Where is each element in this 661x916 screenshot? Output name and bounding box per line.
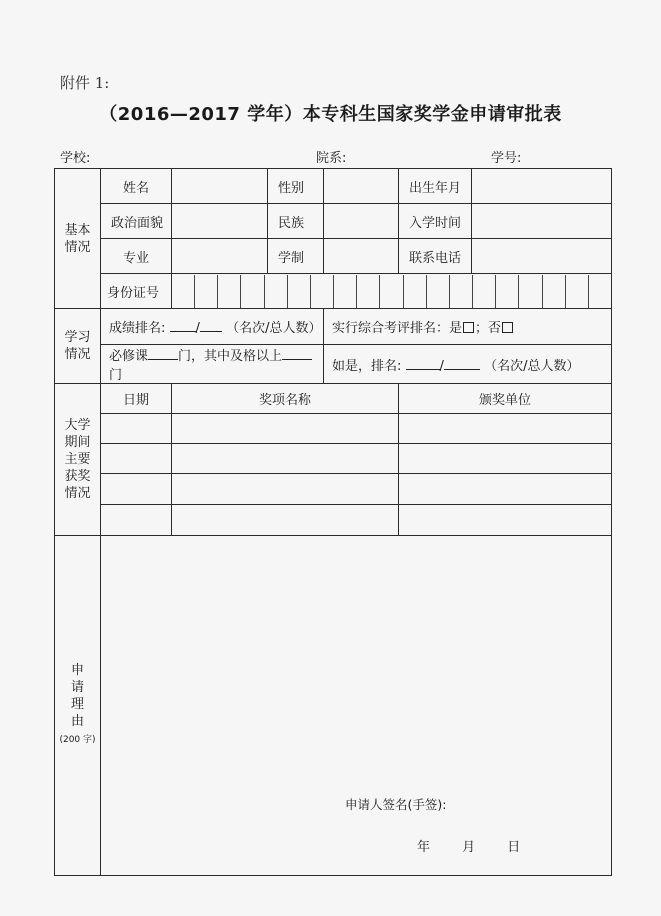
award-name-cell[interactable] [172, 444, 399, 474]
ethnicity-label: 民族 [268, 204, 324, 239]
birth-label: 出生年月 [399, 169, 472, 204]
comp-rank-unit: （名次/总人数） [484, 358, 580, 374]
ethnicity-field[interactable] [324, 204, 399, 239]
award-date-cell[interactable] [101, 474, 172, 505]
id-number-grid [172, 275, 611, 308]
phone-label: 联系电话 [399, 239, 472, 274]
award-date-cell[interactable] [101, 505, 172, 536]
study-section: 学习情况 [55, 309, 101, 384]
birth-field[interactable] [472, 169, 612, 204]
id-number-label: 身份证号 [101, 274, 172, 309]
political-field[interactable] [172, 204, 268, 239]
required-label: 必修课 [109, 349, 149, 364]
id-number-field[interactable] [172, 274, 612, 309]
awards-section: 大学期间主要获奖情况 [55, 384, 101, 536]
enroll-field[interactable] [472, 204, 612, 239]
comprehensive-row [324, 309, 612, 345]
award-date-header: 日期 [101, 384, 172, 414]
political-label: 政治面貌 [101, 204, 172, 239]
comp-rank-total-blank[interactable] [444, 357, 480, 370]
name-label: 姓名 [101, 169, 172, 204]
yes-checkbox[interactable] [463, 322, 474, 333]
award-row [55, 414, 612, 444]
reason-label: 申请理由 [70, 663, 84, 729]
rank-position-blank[interactable] [170, 319, 196, 332]
rank-total-blank[interactable] [200, 319, 222, 332]
award-org-cell[interactable] [399, 474, 612, 505]
no-checkbox[interactable] [502, 322, 513, 333]
reason-section [55, 536, 101, 876]
basic-info-section: 基本情况 [55, 169, 101, 309]
gender-label: 性别 [268, 169, 324, 204]
no-label: ；否 [475, 321, 502, 336]
required-pass-label: 门，其中及格以上 [178, 349, 283, 364]
award-row [55, 444, 612, 474]
award-row [55, 474, 612, 505]
reason-word-limit: (200 字) [59, 735, 96, 745]
award-org-cell[interactable] [399, 444, 612, 474]
comp-rank-position-blank[interactable] [406, 357, 440, 370]
required-course-row [101, 345, 324, 384]
application-table [54, 168, 612, 876]
if-yes-label: 如是，排名: [332, 358, 402, 374]
comp-rank-slash: / [439, 358, 444, 374]
signature-label: 申请人签名(手签): [345, 797, 447, 812]
award-name-cell[interactable] [172, 505, 399, 536]
rank-unit: （名次/总人数） [226, 321, 322, 336]
sign-date-label: 年 月 日 [417, 840, 521, 855]
school-label: 学校: [60, 151, 91, 166]
rank-slash: / [195, 321, 200, 336]
major-label: 专业 [101, 239, 172, 274]
form-title: （2016—2017 学年）本专科生国家奖学金申请审批表 [99, 104, 562, 125]
award-name-cell[interactable] [172, 414, 399, 444]
award-name-cell[interactable] [172, 474, 399, 505]
award-row [55, 505, 612, 536]
duration-field[interactable] [324, 239, 399, 274]
award-org-header: 颁奖单位 [399, 384, 612, 414]
award-name-header: 奖项名称 [172, 384, 399, 414]
gender-field[interactable] [324, 169, 399, 204]
award-org-cell[interactable] [399, 414, 612, 444]
phone-field[interactable] [472, 239, 612, 274]
comprehensive-rank-row [324, 345, 612, 384]
rank-row [101, 309, 324, 345]
student-id-label: 学号: [491, 151, 522, 166]
award-date-cell[interactable] [101, 414, 172, 444]
required-unit: 门 [109, 368, 123, 383]
name-field[interactable] [172, 169, 268, 204]
award-org-cell[interactable] [399, 505, 612, 536]
reason-text-area[interactable] [101, 536, 612, 876]
enroll-label: 入学时间 [399, 204, 472, 239]
award-date-cell[interactable] [101, 444, 172, 474]
major-field[interactable] [172, 239, 268, 274]
pass-count-blank[interactable] [282, 347, 312, 360]
rank-label: 成绩排名: [109, 321, 166, 336]
department-label: 院系: [316, 151, 347, 166]
comprehensive-label: 实行综合考评排名：是 [332, 321, 463, 336]
required-count-blank[interactable] [148, 347, 178, 360]
attachment-label: 附件 1: [60, 74, 110, 92]
duration-label: 学制 [268, 239, 324, 274]
